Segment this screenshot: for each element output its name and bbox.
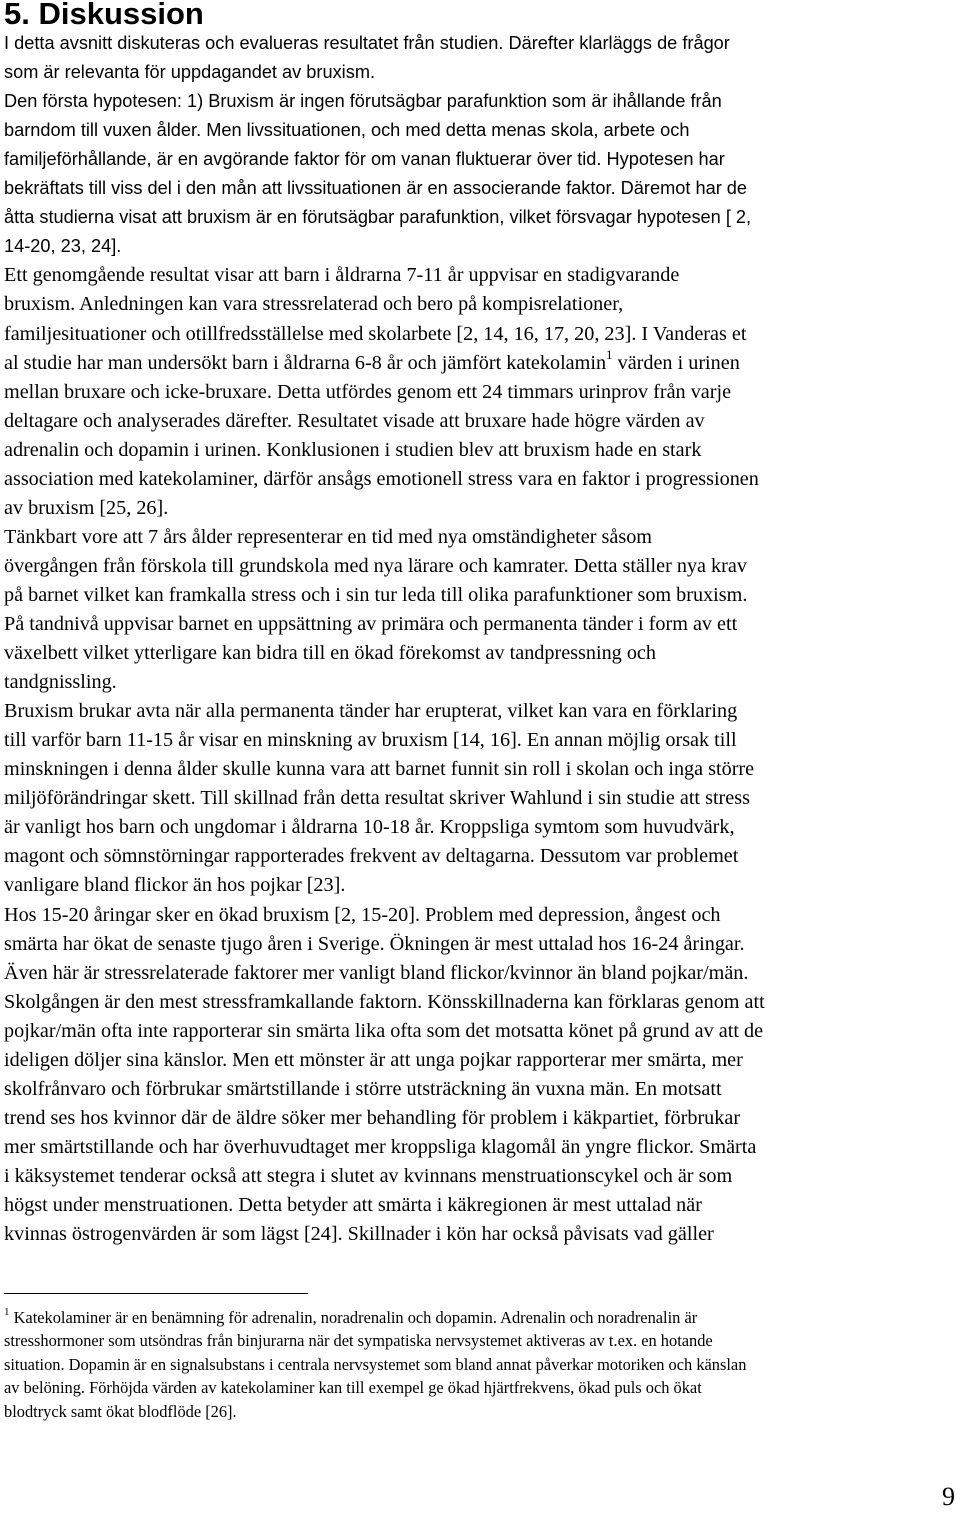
line-text: mellan bruxare och icke-bruxare. Detta utfördes genom ett 24 timmars urinprov från varje — [4, 380, 732, 403]
line-text: familjeförhållande, är en avgörande faktor för om vanan fluktuerar över tid. Hypotesen har — [4, 149, 725, 170]
body-line — [4, 755, 754, 784]
body-line — [4, 1220, 714, 1249]
footnote-line — [4, 1306, 697, 1330]
line-text: högst under menstruationen. Detta betyder att smärta i käkregionen är mest uttalad när — [4, 1194, 702, 1216]
body-line — [4, 232, 121, 261]
body-line — [4, 436, 701, 465]
body-line — [4, 1162, 732, 1191]
line-text: skolfrånvaro och förbrukar smärtstillande i större utsträckning än vuxna män. En motsatt — [4, 1077, 722, 1100]
body-line — [4, 1191, 702, 1220]
footnote-marker: 1 — [4, 1305, 10, 1318]
line-text: Skolgången är den mest stressframkallande faktorn. Könsskillnaderna kan förklaras genom att — [4, 990, 765, 1013]
line-text: kvinnas östrogenvärden är som lägst [24]. Skillnader i kön har också påvisats vad gäller — [4, 1223, 714, 1246]
body-line — [4, 930, 745, 959]
body-line — [4, 668, 117, 697]
footnote-text: situation. Dopamin är en signalsubstans i centrala nervsystemet som bland annat påverkar motoriken och känslan — [4, 1354, 747, 1374]
body-line — [4, 842, 738, 871]
body-line — [4, 1017, 763, 1046]
body-line — [4, 261, 679, 290]
body-line — [4, 203, 751, 232]
body-line — [4, 87, 722, 116]
line-text: minskningen i denna ålder skulle kunna vara att barnet funnit sin roll i skolan och inga större — [4, 758, 755, 781]
body-line — [4, 639, 656, 668]
body-line — [4, 784, 750, 813]
footnote-line — [4, 1329, 713, 1353]
line-text: tandgnissling. — [4, 671, 117, 694]
line-text: Ett genomgående resultat visar att barn i åldrarna 7-11 år uppvisar en stadigvarande — [4, 264, 680, 287]
body-line — [4, 145, 725, 174]
line-text: adrenalin och dopamin i urinen. Konklusionen i studien blev att bruxism hade en stark — [4, 438, 702, 461]
body-line — [4, 901, 721, 930]
section-heading: 5. Diskussion — [4, 0, 204, 31]
body-line — [4, 346, 740, 378]
line-text: övergången från förskola till grundskola med nya lärare och kamrater. Detta ställer nya krav — [4, 554, 747, 577]
footnote-line — [4, 1400, 237, 1424]
body-line — [4, 610, 737, 639]
body-line — [4, 378, 731, 407]
body-line — [4, 959, 748, 988]
line-text: åtta studierna visat att bruxism är en förutsägbar parafunktion, vilket försvagar hypotesen [ 2, — [4, 207, 752, 228]
line-text: deltagare och analyserades därefter. Resultatet visade att bruxare hade högre värden av — [4, 409, 705, 432]
line-text: magont och sömnstörningar rapporterades frekvent av deltagarna. Dessutom var problemet — [4, 845, 739, 868]
body-line — [4, 1046, 743, 1075]
line-text: association med katekolaminer, därför ansågs emotionell stress vara en faktor i progressionen — [4, 467, 759, 490]
line-text: Tänkbart vore att 7 års ålder representerar en tid med nya omständigheter såsom — [4, 525, 652, 548]
footnote-text: stresshormoner som utsöndras från binjurarna när det sympatiska nervsystemet aktiveras av t.ex. en hotande — [4, 1331, 713, 1351]
body-line — [4, 465, 759, 494]
line-text: 14-20, 23, 24]. — [4, 236, 122, 257]
body-line — [4, 58, 375, 87]
body-line — [4, 871, 345, 900]
line-text: bruxism. Anledningen kan vara stressrelaterad och bero på kompisrelationer, — [4, 293, 624, 316]
footnote-text: blodtryck samt ökat blodflöde [26]. — [4, 1401, 237, 1421]
line-text: Bruxism brukar avta när alla permanenta tänder har erupterat, vilket kan vara en förklaring — [4, 700, 738, 723]
line-text: i käksystemet tenderar också att stegra i slutet av kvinnans menstruationscykel och är som — [4, 1164, 733, 1187]
line-text: miljöförändringar skett. Till skillnad från detta resultat skriver Wahlund i sin studie att stress — [4, 787, 750, 810]
body-line — [4, 1075, 722, 1104]
body-line — [4, 552, 747, 581]
footnote-text: Katekolaminer är en benämning för adrenalin, noradrenalin och dopamin. Adrenalin och noradrenalin är — [9, 1308, 698, 1327]
body-line — [4, 494, 168, 523]
line-text: På tandnivå uppvisar barnet en uppsättning av primära och permanenta tänder i form av ett — [4, 613, 738, 635]
body-line — [4, 116, 689, 145]
line-text: mer smärtstillande och har överhuvudtaget mer kroppsliga klagomål än yngre flickor. Smärta — [4, 1135, 757, 1158]
line-text: trend ses hos kvinnor där de äldre söker mer behandling för problem i käkpartiet, förbrukar — [4, 1106, 741, 1129]
line-text: växelbett vilket ytterligare kan bidra till en ökad förekomst av tandpressning och — [4, 642, 656, 665]
body-line — [4, 320, 746, 349]
page-number: 9 — [942, 1482, 955, 1511]
line-text: värden i urinen — [612, 351, 740, 374]
footnote-ref: 1 — [606, 346, 613, 362]
line-text: Den första hypotesen: 1) Bruxism är ingen förutsägbar parafunktion som är ihållande från — [4, 91, 722, 112]
body-line — [4, 290, 623, 319]
body-line — [4, 1133, 756, 1162]
body-line — [4, 726, 737, 755]
footnote-line — [4, 1376, 702, 1400]
body-line — [4, 581, 747, 610]
footnote-separator — [4, 1293, 308, 1294]
line-text: Även här är stressrelaterade faktorer mer vanligt bland flickor/kvinnor än bland pojkar/män. — [4, 961, 749, 984]
body-line — [4, 697, 737, 726]
line-text: av bruxism [25, 26]. — [4, 496, 169, 519]
line-text: är vanligt hos barn och ungdomar i åldrarna 10-18 år. Kroppsliga symtom som huvudvärk, — [4, 816, 735, 839]
line-text: bekräftats till viss del i den mån att livssituationen är en associerande faktor. Däremot har de — [4, 178, 748, 199]
body-line — [4, 1104, 740, 1133]
line-text: barndom till vuxen ålder. Men livssituationen, och med detta menas skola, arbete och — [4, 120, 690, 141]
line-text: al studie har man undersökt barn i åldrarna 6-8 år och jämfört katekolamin — [4, 351, 607, 374]
body-line — [4, 813, 735, 842]
line-text: vanligare bland flickor än hos pojkar [23]. — [4, 874, 346, 897]
line-text: ideligen döljer sina känslor. Men ett mönster är att unga pojkar rapporterar mer smärta, mer — [4, 1048, 743, 1071]
body-line — [4, 407, 705, 436]
line-text: smärta har ökat de senaste tjugo åren i Sverige. Ökningen är mest uttalad hos 16-24 åringar. — [4, 932, 745, 955]
body-line — [4, 29, 730, 58]
line-text: I detta avsnitt diskuteras och evalueras resultatet från studien. Därefter klarläggs de frågor — [4, 33, 730, 53]
body-line — [4, 523, 652, 552]
line-text: pojkar/män ofta inte rapporterar sin smärta lika ofta som det motsatta könet på grund av att de — [4, 1019, 764, 1042]
line-text: till varför barn 11-15 år visar en minskning av bruxism [14, 16]. En annan möjlig orsak till — [4, 729, 737, 752]
line-text: på barnet vilket kan framkalla stress och i sin tur leda till olika parafunktioner som bruxism. — [4, 583, 748, 606]
line-text: familjesituationer och otillfredsställelse med skolarbete [2, 14, 16, 17, 20, 23]. I Vanderas et — [4, 322, 747, 345]
line-text: som är relevanta för uppdagandet av bruxism. — [4, 62, 376, 83]
line-text: Hos 15-20 åringar sker en ökad bruxism [2, 15-20]. Problem med depression, ångest och — [4, 903, 721, 926]
body-line — [4, 988, 765, 1017]
footnote-line — [4, 1353, 746, 1377]
footnote-text: av belöning. Förhöjda värden av katekolaminer kan till exempel ge ökad hjärtfrekvens, ökad puls och ökat — [4, 1378, 702, 1398]
body-line — [4, 174, 747, 203]
